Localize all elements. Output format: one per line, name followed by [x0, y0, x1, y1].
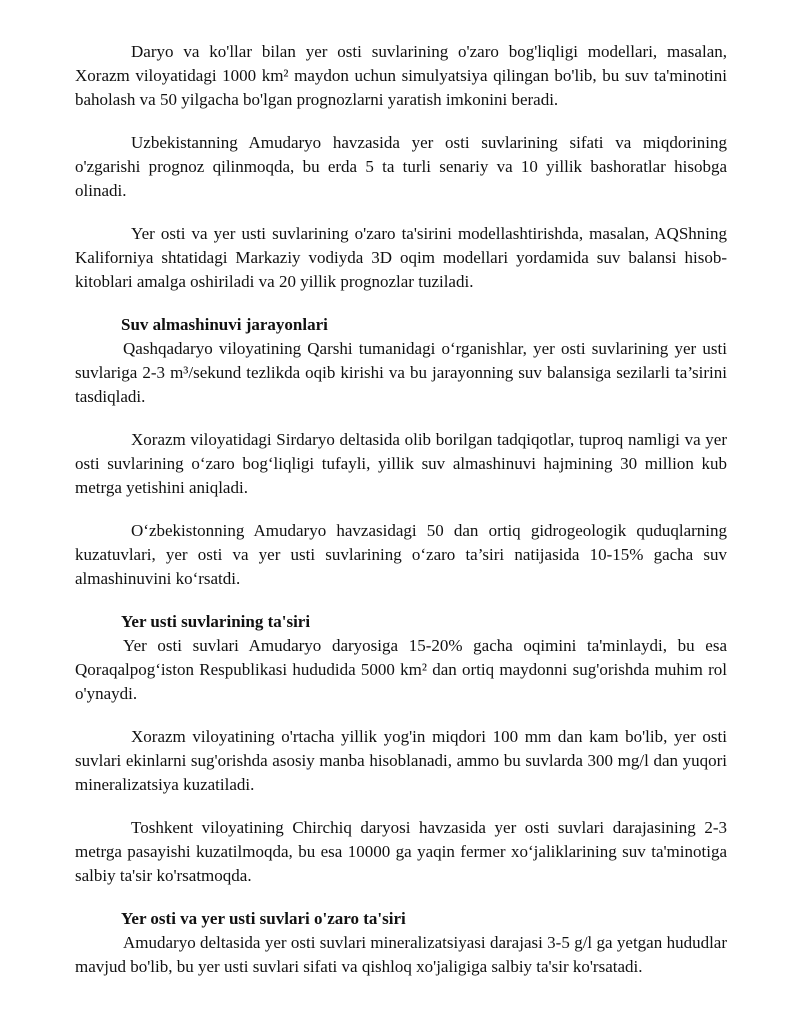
- document-page: [75, 40, 727, 979]
- paragraph-chirchiq-basin: Toshkent viloyatining Chirchiq daryosi havzasida yer osti suvlari darajasining 2-3 metrga pasayishi kuzatilmoqda, bu esa 10000 ga yaqin fermer xo‘jaliklarining suv ta'minotiga salbiy ta'sir ko'rsatmoqda.: [75, 818, 727, 885]
- paragraph-amudaryo-forecast: Uzbekistanning Amudaryo havzasida yer osti suvlarining sifati va miqdorining o'zgarishi prognoz qilinmoqda, bu erda 5 ta turli senariy va 10 yillik bashoratlar hisobga olinadi.: [75, 133, 727, 200]
- paragraph-qarshi-studies: Qashqadaryo viloyatining Qarshi tumanidagi o‘rganishlar, yer osti suvlarining yer usti suvlariga 2-3 m³/sekund tezlikda oqib kirishi va bu jarayonning suv balansiga sezilarli ta’sirini tasdiqladi.: [75, 339, 727, 406]
- paragraph-california-modeling: Yer osti va yer usti suvlarining o'zaro ta'sirini modellashtirishda, masalan, AQShning Kaliforniya shtatidagi Markaziy vodiyda 3D oqim modellari yordamida suv balansi hisob-kitoblari amalga oshiriladi va 20 yillik prognozlar tuziladi.: [75, 224, 727, 291]
- paragraph-khorezm-precipitation: Xorazm viloyatining o'rtacha yillik yog'in miqdori 100 mm dan kam bo'lib, yer osti suvlari ekinlarni sug'orishda asosiy manba hisoblanadi, ammo bu suvlarda 300 mg/l dan yuqori mineralizatsiya kuzatiladi.: [75, 727, 727, 794]
- paragraph-hydrogeological-wells: O‘zbekistonning Amudaryo havzasidagi 50 dan ortiq gidrogeologik quduqlarning kuzatuvlari, yer osti va yer usti suvlarining o‘zaro ta’siri natijasida 10-15% gacha suv almashinuvini ko‘rsatdi.: [75, 521, 727, 588]
- paragraph-river-lake-models: Daryo va ko'llar bilan yer osti suvlarining o'zaro bog'liqligi modellari, masalan, Xorazm viloyatidagi 1000 km² maydon uchun simulyatsiya qilingan bo'lib, bu suv ta'minotini baholash va 50 yilgacha bo'lgan prognozlarni yaratish imkonini beradi.: [75, 42, 727, 109]
- heading-mutual-interaction: Yer osti va yer usti suvlari o'zaro ta'siri: [121, 909, 406, 928]
- paragraph-amudaryo-flow: Yer osti suvlari Amudaryo daryosiga 15-20% gacha oqimini ta'minlaydi, bu esa Qoraqalpog‘iston Respublikasi hududida 5000 km² dan ortiq maydonni sug'orishda muhim rol o'ynaydi.: [75, 636, 727, 703]
- heading-surface-water-effect: Yer usti suvlarining ta'siri: [121, 612, 311, 631]
- heading-water-exchange: Suv almashinuvi jarayonlari: [121, 315, 328, 334]
- paragraph-sirdaryo-delta: Xorazm viloyatidagi Sirdaryo deltasida olib borilgan tadqiqotlar, tuproq namligi va yer osti suvlarining o‘zaro bog‘liqligi tufayli, yillik suv almashinuvi hajmining 30 million kub metrga yetishini aniqladi.: [75, 430, 727, 497]
- paragraph-delta-mineralization: Amudaryo deltasida yer osti suvlari mineralizatsiyasi darajasi 3-5 g/l ga yetgan hududlar mavjud bo'lib, bu yer usti suvlari sifati va qishloq xo'jaligiga salbiy ta'sir ko'rsatadi.: [75, 933, 727, 976]
